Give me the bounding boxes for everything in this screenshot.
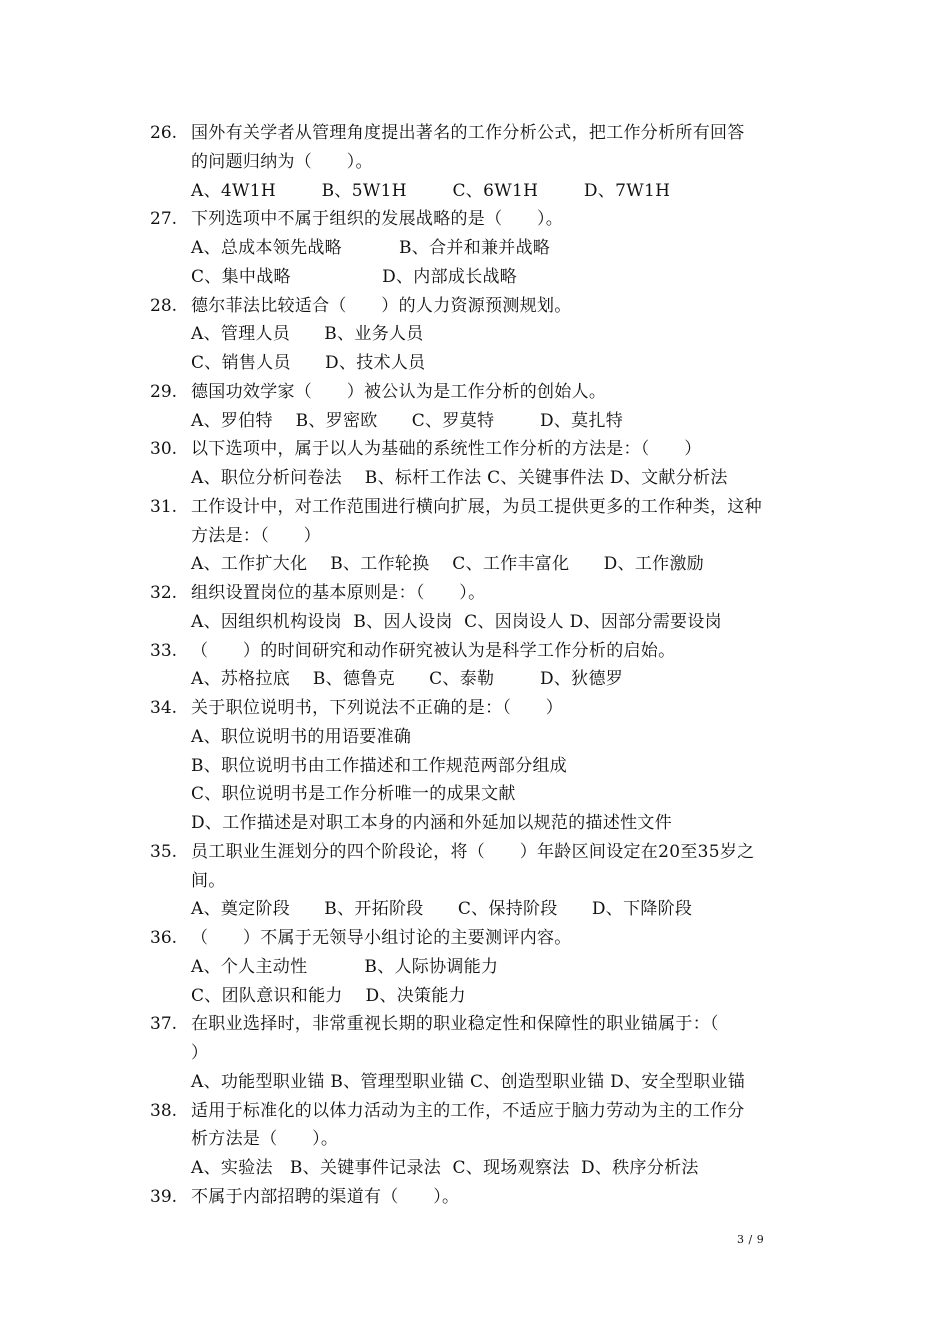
question-number: 26.: [150, 123, 178, 143]
answer-option-line: A、奠定阶段 B、开拓阶段 C、保持阶段 D、下降阶段: [191, 899, 693, 920]
answer-option-line: A、功能型职业锚 B、管理型职业锚 C、创造型职业锚 D、安全型职业锚: [191, 1071, 746, 1092]
question-number: 35.: [150, 841, 178, 862]
answer-option-line: A、个人主动性 B、人际协调能力: [191, 956, 499, 977]
question-text-line: 析方法是（ ）。: [191, 1129, 339, 1150]
question-text-line: 德国功效学家（ ）被公认为是工作分析的创始人。: [191, 381, 607, 402]
answer-options: [150, 608, 830, 637]
question-number: 32.: [150, 583, 178, 603]
answer-options: [150, 1154, 830, 1183]
question-item: [150, 1010, 830, 1068]
answer-options: [150, 320, 830, 378]
question-item: [150, 435, 830, 464]
answer-options: [150, 234, 830, 292]
answer-options: [150, 550, 830, 579]
question-item: [150, 292, 830, 321]
answer-option-line: A、实验法 B、关键事件记录法 C、现场观察法 D、秩序分析法: [191, 1158, 699, 1178]
question-text-line: 下列选项中不属于组织的发展战略的是（ ）。: [191, 209, 564, 230]
answer-option-line: A、罗伯特 B、罗密欧 C、罗莫特 D、莫扎特: [191, 410, 624, 431]
question-text-line: 关于职位说明书，下列说法不正确的是：（ ）: [191, 698, 564, 718]
question-item: [150, 493, 830, 551]
question-number: 37.: [150, 1014, 178, 1035]
answer-option-line: C、集中战略 D、内部成长战略: [191, 266, 518, 287]
question-number: 31.: [150, 496, 178, 517]
question-number: 29.: [150, 381, 178, 402]
question-text-line: 员工职业生涯划分的四个阶段论，将（ ）年龄区间设定在20至35岁之: [191, 841, 755, 862]
question-list: [150, 119, 830, 1212]
question-number: 28.: [150, 295, 178, 316]
answer-option-line: A、总成本领先战略 B、合并和兼并战略: [191, 238, 551, 258]
answer-options: [150, 895, 830, 924]
answer-option-line: B、职位说明书由工作描述和工作规范两部分组成: [191, 755, 568, 776]
answer-option-line: C、职位说明书是工作分析唯一的成果文献: [191, 784, 516, 805]
question-item: [150, 1183, 830, 1212]
answer-options: [150, 1068, 830, 1097]
answer-options: [150, 953, 830, 1011]
question-text-line: 在职业选择时，非常重视长期的职业稳定性和保障性的职业锚属于：（: [191, 1014, 719, 1035]
question-item: [150, 694, 830, 723]
question-text-line: （ ）不属于无领导小组讨论的主要测评内容。: [191, 928, 572, 948]
question-text-line: 国外有关学者从管理角度提出著名的工作分析公式，把工作分析所有回答: [191, 123, 745, 143]
question-number: 36.: [150, 928, 178, 948]
question-text-line: 的问题归纳为（ ）。: [191, 151, 373, 172]
question-item: [150, 838, 830, 896]
question-number: 27.: [150, 209, 178, 230]
question-number: 34.: [150, 698, 178, 718]
answer-option-line: A、管理人员 B、业务人员: [191, 324, 424, 345]
question-item: [150, 119, 830, 177]
answer-options: [150, 464, 830, 493]
answer-option-line: A、4W1H B、5W1H C、6W1H D、7W1H: [191, 180, 671, 201]
question-text-line: 德尔菲法比较适合（ ）的人力资源预测规划。: [191, 295, 572, 316]
question-item: [150, 378, 830, 407]
answer-options: [150, 177, 830, 206]
answer-option-line: A、因组织机构设岗 B、因人设岗 C、因岗设人 D、因部分需要设岗: [191, 611, 722, 632]
page-number: 3 / 9: [737, 1233, 765, 1246]
question-text-line: ）: [191, 1043, 209, 1063]
question-item: [150, 205, 830, 234]
answer-option-line: C、团队意识和能力 D、决策能力: [191, 985, 466, 1006]
question-item: [150, 637, 830, 666]
answer-option-line: A、职位说明书的用语要准确: [191, 726, 412, 747]
answer-options: [150, 665, 830, 694]
question-number: 38.: [150, 1100, 178, 1121]
question-text-line: 以下选项中，属于以人为基础的系统性工作分析的方法是：（ ）: [191, 439, 702, 460]
answer-option-line: A、苏格拉底 B、德鲁克 C、泰勒 D、狄德罗: [191, 669, 624, 690]
answer-option-line: C、销售人员 D、技术人员: [191, 353, 426, 373]
answer-option-line: D、工作描述是对职工本身的内涵和外延加以规范的描述性文件: [191, 813, 673, 833]
question-text-line: 组织设置岗位的基本原则是：（ ）。: [191, 583, 486, 603]
question-text-line: （ ）的时间研究和动作研究被认为是科学工作分析的启始。: [191, 640, 676, 661]
question-text-line: 间。: [191, 870, 226, 891]
question-number: 30.: [150, 439, 178, 460]
answer-options: [150, 407, 830, 436]
question-item: [150, 579, 830, 608]
question-number: 33.: [150, 640, 178, 661]
question-text-line: 方法是：（ ）: [191, 525, 321, 546]
answer-option-line: A、工作扩大化 B、工作轮换 C、工作丰富化 D、工作激励: [191, 554, 705, 575]
question-item: [150, 924, 830, 953]
question-text-line: 工作设计中，对工作范围进行横向扩展，为员工提供更多的工作种类，这种: [191, 496, 762, 517]
question-number: 39.: [150, 1186, 178, 1207]
question-text-line: 不属于内部招聘的渠道有（ ）。: [191, 1186, 460, 1207]
question-item: [150, 1097, 830, 1155]
answer-option-line: A、职位分析问卷法 B、标杆工作法 C、关键事件法 D、文献分析法: [191, 468, 728, 488]
answer-options: [150, 723, 830, 838]
question-text-line: 适用于标准化的以体力活动为主的工作，不适应于脑力劳动为主的工作分: [191, 1100, 745, 1121]
